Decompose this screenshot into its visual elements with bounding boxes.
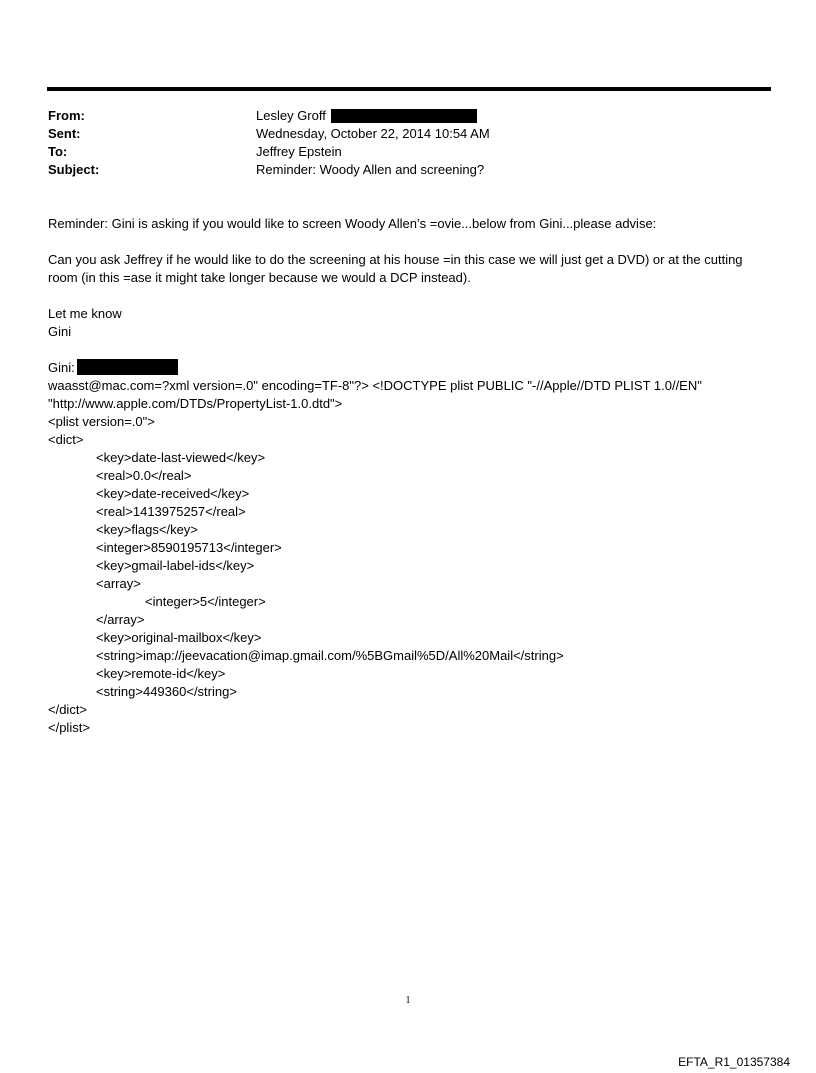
to-value: Jeffrey Epstein (256, 144, 342, 159)
sent-value: Wednesday, October 22, 2014 10:54 AM (256, 126, 490, 141)
header-divider (47, 87, 771, 91)
plist-line: <key>gmail-label-ids</key> (96, 558, 255, 573)
plist-line: <key>original-mailbox</key> (96, 630, 262, 645)
ask-paragraph-line-1: Can you ask Jeffrey if he would like to do the screening at his house =in this case we will just get a DVD) or at the cutting (48, 252, 743, 267)
from-label: From: (48, 108, 85, 123)
plist-line: <string>449360</string> (96, 684, 237, 699)
plist-line: <string>imap://jeevacation@imap.gmail.com/%5BGmail%5D/All%20Mail</string> (96, 648, 564, 663)
to-label: To: (48, 144, 68, 159)
plist-line: <integer>5</integer> (145, 594, 266, 609)
plist-line: <integer>8590195713</integer> (96, 540, 282, 555)
plist-line: <real>1413975257</real> (96, 504, 246, 519)
signature-line: Gini (48, 324, 72, 339)
plist-line: <real>0.0</real> (96, 468, 192, 483)
subject-label: Subject: (48, 162, 100, 177)
page-number: 1 (405, 995, 411, 1006)
plist-line: <key>flags</key> (96, 522, 198, 537)
bates-number: EFTA_R1_01357384 (678, 1055, 790, 1069)
plist-line: "http://www.apple.com/DTDs/PropertyList-1.0.dtd"> (48, 396, 343, 411)
redaction-box (77, 359, 178, 375)
ask-paragraph-line-2: room (in this =ase it might take longer because we would a DCP instead). (48, 270, 471, 285)
sent-label: Sent: (48, 126, 81, 141)
from-value-group (256, 107, 477, 125)
plist-line: </array> (96, 612, 145, 627)
redaction-box (331, 109, 477, 123)
plist-line: <key>date-last-viewed</key> (96, 450, 266, 465)
gini-contact-line (48, 359, 178, 377)
plist-line: </plist> (48, 720, 90, 735)
subject-value: Reminder: Woody Allen and screening? (256, 162, 485, 177)
plist-line: <key>remote-id</key> (96, 666, 226, 681)
plist-line: waasst@mac.com=?xml version=.0" encoding=TF-8"?> <!DOCTYPE plist PUBLIC "-//Apple//DTD PLIST 1.0//EN" (48, 378, 702, 393)
plist-line: </dict> (48, 702, 88, 717)
plist-line: <array> (96, 576, 141, 591)
from-value: Lesley Groff (256, 108, 326, 123)
reminder-paragraph: Reminder: Gini is asking if you would like to screen Woody Allen’s =ovie...below from Gini...please advise: (48, 216, 657, 231)
plist-line: <plist version=.0"> (48, 414, 155, 429)
let-me-know-line: Let me know (48, 306, 122, 321)
plist-line: <dict> (48, 432, 84, 447)
plist-line: <key>date-received</key> (96, 486, 250, 501)
gini-label: Gini: (48, 360, 75, 375)
